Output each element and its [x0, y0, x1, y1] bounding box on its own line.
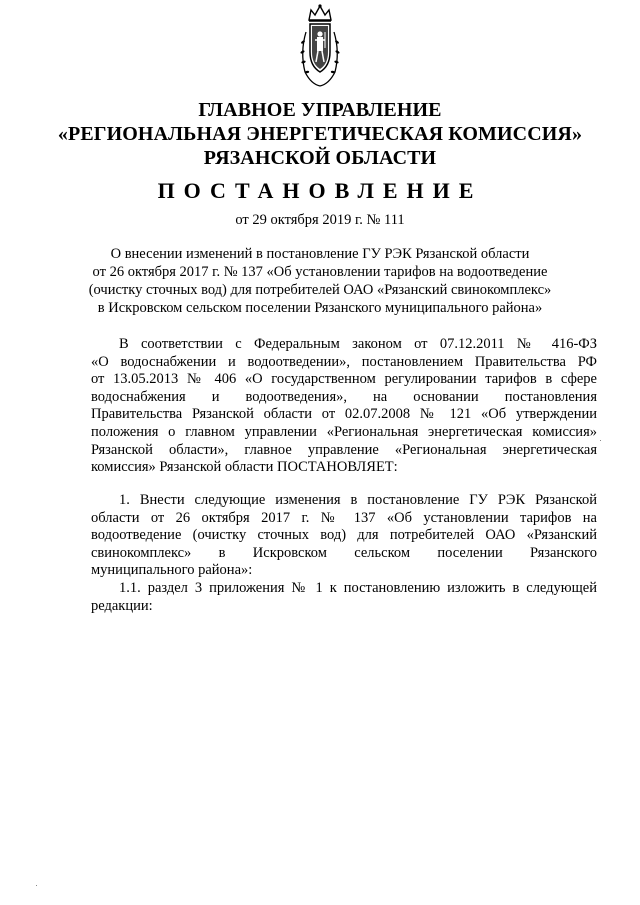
preamble-paragraph [91, 336, 597, 477]
preamble-line: Рязанской области», главное управление «Региональная энергетическая [91, 441, 597, 458]
preamble-line: положения о главном управлении «Региональная энергетическая комиссия» [91, 423, 597, 440]
preamble-line: В соответствии с Федеральным законом от 07.12.2011 № 416-ФЗ [119, 336, 597, 352]
scan-speck [36, 885, 37, 886]
document-type-title: ПОСТАНОВЛЕНИЕ [157, 178, 483, 203]
org-name-line-3: РЯЗАНСКОЙ ОБЛАСТИ [203, 147, 437, 169]
subject-line: от 26 октября 2017 г. № 137 «Об установлении тарифов на водоотведение [92, 264, 548, 280]
preamble-line: водоснабжения и водоотведения», на основании постановления [91, 388, 597, 405]
item-1-line: свинокомплекс» в Искровском сельском поселении Рязанского [91, 544, 597, 561]
preamble-line: «О водоснабжении и водоотведении», постановлением Правительства РФ [91, 353, 597, 370]
item-1-1-paragraph [91, 580, 597, 615]
item-1-line: 1. Внести следующие изменения в постановление ГУ РЭК Рязанской [119, 492, 597, 508]
preamble-line: от 13.05.2013 № 406 «О государственном регулировании тарифов в сфере [91, 371, 597, 388]
item-1-1-line: 1.1. раздел 3 приложения № 1 к постановлению изложить в следующей [119, 580, 597, 596]
subject-line: (очистку сточных вод) для потребителей ОАО «Рязанский свинокомплекс» [88, 282, 552, 298]
preamble-line: Правительства Рязанской области от 02.07.2008 № 121 «Об утверждении [91, 406, 597, 423]
item-1-line: муниципального района»: [91, 562, 253, 579]
org-name-line-2: «РЕГИОНАЛЬНАЯ ЭНЕРГЕТИЧЕСКАЯ КОМИССИЯ» [57, 123, 583, 145]
item-1-1-line: редакции: [91, 597, 153, 614]
document-subject [80, 245, 560, 317]
preamble-line: комиссия» Рязанской области ПОСТАНОВЛЯЕТ: [91, 459, 398, 476]
item-1-line: водоотведение (очистку сточных вод) для потребителей ОАО «Рязанский [91, 527, 597, 544]
document-date-number: от 29 октября 2019 г. № 111 [235, 212, 405, 228]
org-name-line-1: ГЛАВНОЕ УПРАВЛЕНИЕ [198, 99, 442, 121]
scan-speck [600, 440, 601, 441]
item-1-line: области от 26 октября 2017 г. № 137 «Об установлении тарифов на [91, 509, 597, 526]
subject-line: О внесении изменений в постановление ГУ РЭК Рязанской области [110, 246, 530, 262]
item-1-paragraph [91, 492, 597, 580]
subject-line: в Искровском сельском поселении Рязанского муниципального района» [97, 300, 543, 316]
coat-of-arms-icon [297, 2, 343, 90]
